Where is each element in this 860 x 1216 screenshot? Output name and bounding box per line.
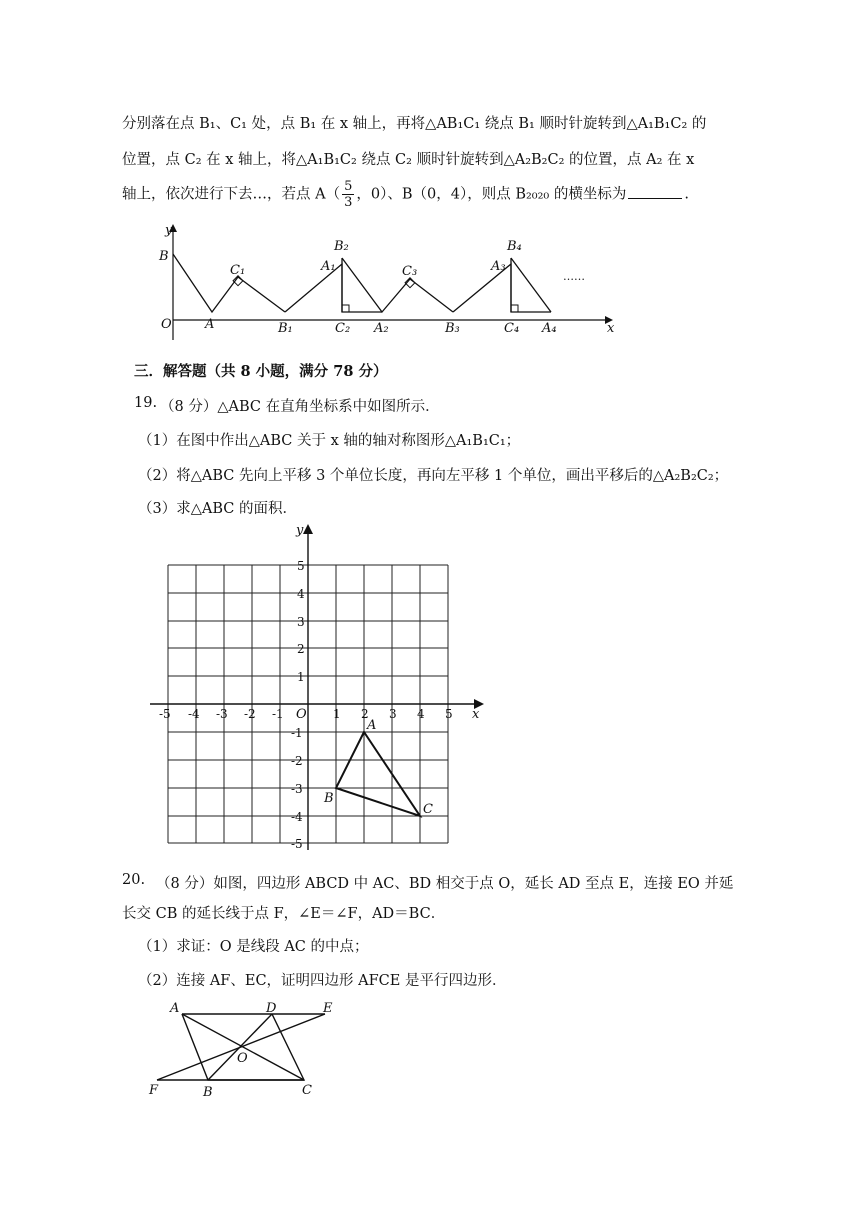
q19-point-C-label: C — [423, 802, 433, 817]
x-tick: -2 — [244, 707, 256, 721]
q18-x-axis-label: x — [607, 321, 615, 336]
q20-label-E: E — [323, 1001, 333, 1016]
x-tick: 2 — [361, 707, 369, 721]
q19-point-B-label: B — [324, 791, 334, 806]
q19-part-2: （2）将△ABC 先向上平移 3 个单位长度，再向左平移 1 个单位，画出平移后的△A₂B₂C₂； — [138, 468, 729, 484]
q18-text-line-1: 分别落在点 B₁、C₁ 处，点 B₁ 在 x 轴上，再将△AB₁C₁ 绕点 B₁ 顺时针旋转到△A₁B₁C₂ 的 — [122, 116, 707, 132]
y-tick: -1 — [291, 726, 303, 740]
x-tick: 4 — [417, 707, 425, 721]
q19-x-axis-label: x — [472, 707, 480, 722]
q18-text-line-3 — [122, 179, 689, 210]
y-tick: 4 — [297, 587, 305, 601]
q19-coordinate-grid — [150, 520, 490, 855]
q20-part-1: （1）求证：O 是线段 AC 的中点； — [138, 939, 369, 955]
q18-label-A3: A₃ — [491, 259, 506, 274]
q18-line3-start: 轴上，依次进行下去…，若点 A（ — [122, 186, 341, 203]
q19-y-axis-label: y — [296, 523, 304, 538]
x-tick: 5 — [445, 707, 453, 721]
q20-label-A: A — [170, 1001, 180, 1016]
q18-text-line-2: 位置，点 C₂ 在 x 轴上，将△A₁B₁C₂ 绕点 C₂ 顺时针旋转到△A₂B₂C₂ 的位置，点 A₂ 在 x — [122, 152, 695, 168]
x-tick: 3 — [389, 707, 397, 721]
q18-origin-label: O — [161, 317, 172, 332]
q18-label-C4: C₄ — [504, 321, 520, 336]
q18-label-B4: B₄ — [507, 239, 522, 254]
q19-point-A-label: A — [367, 718, 377, 733]
q20-text-line-1: （8 分）如图，四边形 ABCD 中 AC、BD 相交于点 O，延长 AD 至点 E，连接 EO 并延 — [156, 876, 734, 892]
q20-number: 20. — [122, 872, 146, 888]
y-tick: -3 — [291, 782, 303, 796]
q20-label-C: C — [302, 1083, 312, 1098]
q19-intro: （8 分）△ABC 在直角坐标系中如图所示． — [160, 399, 440, 415]
q18-line3-middle: ，0）、B（0，4），则点 B₂₀₂₀ 的横坐标为 — [356, 186, 627, 203]
q18-label-C2: C₂ — [335, 321, 351, 336]
y-tick: -4 — [291, 810, 303, 824]
fraction-numerator: 5 — [344, 179, 353, 194]
q20-quadrilateral-figure — [145, 996, 345, 1100]
q18-label-A4: A₄ — [542, 321, 557, 336]
q18-label-A1: A₁ — [321, 259, 336, 274]
q18-label-B3: B₃ — [445, 321, 460, 336]
x-tick: -1 — [272, 707, 284, 721]
q18-y-axis-label: y — [165, 223, 173, 238]
y-tick: -2 — [291, 754, 303, 768]
q19-part-3: （3）求△ABC 的面积． — [138, 501, 297, 517]
fraction-5-3 — [342, 179, 354, 210]
q19-origin-label: O — [296, 707, 307, 722]
y-tick: -5 — [291, 837, 303, 851]
q18-label-C1: C₁ — [230, 263, 246, 278]
y-tick: 1 — [297, 670, 305, 684]
q18-rotation-figure — [145, 222, 615, 342]
q18-label-B: B — [159, 249, 169, 264]
answer-blank[interactable] — [628, 186, 682, 199]
q19-number: 19. — [134, 395, 158, 411]
q18-line3-end: . — [684, 186, 689, 203]
q18-label-B1: B₁ — [278, 321, 293, 336]
q18-label-A: A — [205, 317, 215, 332]
q20-label-D: D — [266, 1001, 277, 1016]
q20-text-line-2: 长交 CB 的延长线于点 F，∠E＝∠F，AD＝BC． — [122, 906, 446, 922]
y-tick: 3 — [297, 615, 305, 629]
y-tick: 5 — [297, 559, 305, 573]
q20-label-F: F — [149, 1083, 159, 1098]
q18-continuation-dots: …… — [563, 270, 585, 283]
y-tick: 2 — [297, 642, 305, 656]
x-tick: -4 — [188, 707, 200, 721]
q18-label-C3: C₃ — [402, 264, 418, 279]
section-3-heading: 三．解答题（共 8 小题，满分 78 分） — [134, 363, 388, 380]
q20-label-O: O — [237, 1051, 248, 1066]
q19-part-1: （1）在图中作出△ABC 关于 x 轴的轴对称图形△A₁B₁C₁； — [138, 433, 521, 449]
x-tick: -3 — [216, 707, 228, 721]
fraction-denominator: 3 — [344, 195, 353, 210]
q18-label-A2: A₂ — [374, 321, 389, 336]
q20-part-2: （2）连接 AF、EC，证明四边形 AFCE 是平行四边形． — [138, 973, 507, 989]
x-tick: -5 — [159, 707, 171, 721]
q20-label-B: B — [203, 1085, 213, 1100]
q18-label-B2: B₂ — [334, 239, 349, 254]
x-tick: 1 — [333, 707, 341, 721]
